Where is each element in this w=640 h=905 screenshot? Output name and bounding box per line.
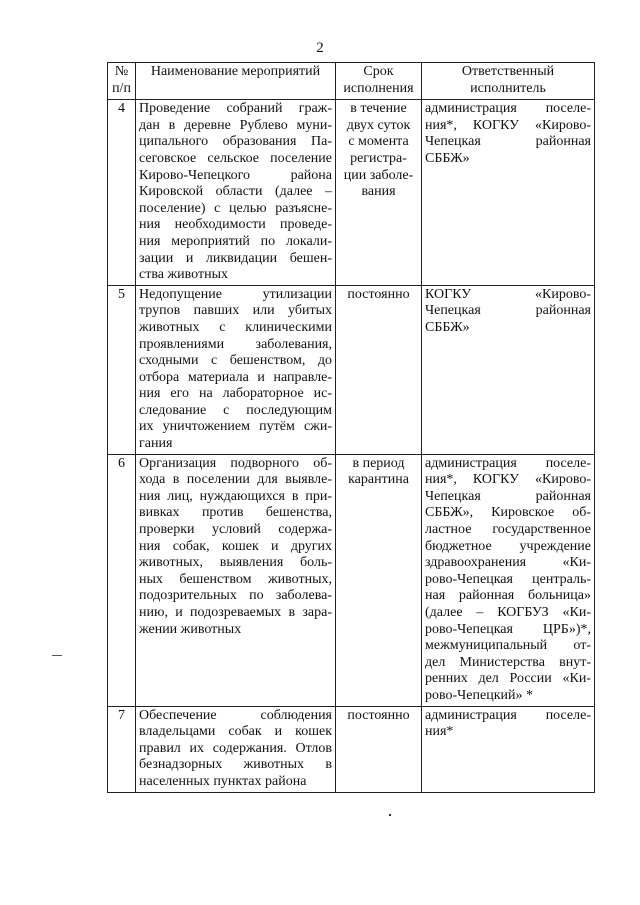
text-line: Кировской области (далее – bbox=[139, 184, 332, 200]
text-line: ренних дел России «Ки- bbox=[425, 671, 591, 687]
event-term bbox=[336, 285, 422, 454]
page-number: 2 bbox=[316, 40, 324, 56]
text-line: трупов павших или убитых bbox=[139, 303, 332, 319]
text-line: регистра- bbox=[350, 150, 407, 166]
row-number: 4 bbox=[108, 100, 136, 286]
text-line: Срок bbox=[363, 64, 394, 79]
text-line: п/п bbox=[112, 80, 131, 96]
text-line: администрация поселе- bbox=[425, 455, 591, 471]
text-line: ных бешенством животных, bbox=[139, 571, 332, 587]
text-line: вания bbox=[361, 184, 396, 200]
text-line: постоянно bbox=[347, 286, 410, 302]
text-line: карантина bbox=[348, 472, 409, 488]
event-responsible bbox=[422, 285, 595, 454]
text-line: подозрительных по заболева- bbox=[139, 588, 332, 604]
table-row bbox=[108, 100, 595, 286]
row-number: 6 bbox=[108, 454, 136, 706]
text-line: безнадзорных животных в bbox=[139, 757, 332, 773]
text-line: ния собак, кошек и других bbox=[139, 538, 332, 554]
text-line: ния необходимости проведе- bbox=[139, 217, 332, 233]
text-line: зации и ликвидации бешен- bbox=[139, 250, 332, 266]
text-line: межмуниципальный от- bbox=[425, 638, 591, 654]
text-line: нию, и подозреваемых в зара- bbox=[139, 605, 332, 620]
text-line: бюджетное учреждение bbox=[425, 538, 591, 554]
event-term bbox=[336, 454, 422, 706]
row-number: 7 bbox=[108, 706, 136, 792]
text-line: в период bbox=[352, 455, 405, 471]
text-line: Недопущение утилизации bbox=[139, 286, 332, 302]
text-line: ства животных bbox=[139, 267, 228, 283]
text-line: их уничтожением путём сжи- bbox=[139, 419, 332, 435]
text-line: с момента bbox=[348, 134, 409, 150]
text-line: отбора материала и направле- bbox=[139, 369, 332, 385]
margin-mark bbox=[52, 655, 62, 656]
text-line: Проведение собраний граж- bbox=[139, 101, 332, 117]
header-name bbox=[136, 63, 336, 100]
text-line: сходными с бешенством, до bbox=[139, 353, 332, 369]
text-line: Чепецкая районная bbox=[425, 303, 591, 319]
text-line: правил их содержания. Отлов bbox=[139, 740, 332, 756]
header-num bbox=[108, 63, 136, 100]
text-line: (далее – КОГБУЗ «Ки- bbox=[425, 605, 591, 620]
text-line: в течение bbox=[350, 101, 407, 117]
text-line: животных с клиническими bbox=[139, 319, 332, 335]
text-line: администрация поселе- bbox=[425, 707, 591, 723]
text-line: дан в деревне Рублево муни- bbox=[139, 117, 332, 133]
text-line: гания bbox=[139, 436, 173, 452]
table-header-row bbox=[108, 63, 595, 100]
text-line: проявлениями заболевания, bbox=[139, 336, 332, 352]
text-line: хода в поселении для выявле- bbox=[139, 472, 332, 488]
text-line: ния его на лабораторное ис- bbox=[139, 386, 332, 402]
text-line: поселение) с целью разъясне- bbox=[139, 200, 332, 216]
text-line: сеговское сельское поселение bbox=[139, 150, 332, 166]
text-line: Организация подворного об- bbox=[139, 455, 332, 471]
text-line: Чепецкая районная bbox=[425, 488, 591, 504]
table-row bbox=[108, 454, 595, 706]
event-name bbox=[136, 454, 336, 706]
events-table bbox=[107, 62, 595, 793]
text-line: ния лиц, нуждающихся в при- bbox=[139, 488, 332, 504]
event-name bbox=[136, 285, 336, 454]
text-line: СББЖ» bbox=[425, 319, 470, 335]
text-line: ции заболе- bbox=[343, 167, 414, 183]
event-name bbox=[136, 100, 336, 286]
text-line: СББЖ» bbox=[425, 150, 470, 166]
text-line: Чепецкая районная bbox=[425, 134, 591, 150]
text-line: ния* bbox=[425, 724, 454, 740]
text-line: двух суток bbox=[346, 117, 411, 133]
text-line: ния мероприятий по локали- bbox=[139, 233, 332, 249]
text-line: населенных пунктах района bbox=[139, 773, 307, 789]
text-line: ластное государственное bbox=[425, 522, 591, 538]
stray-dot bbox=[389, 814, 391, 816]
text-line: проверки условий содержа- bbox=[139, 522, 332, 538]
text-line: рово-Чепецкая ЦРБ»)*, bbox=[425, 621, 591, 637]
text-line: постоянно bbox=[347, 707, 410, 723]
text-line: владельцами собак и кошек bbox=[139, 724, 332, 740]
text-line: СББЖ», Кировское об- bbox=[425, 505, 591, 521]
text-line: дел Министерства внут- bbox=[425, 654, 591, 670]
table-row bbox=[108, 285, 595, 454]
text-line: исполнения bbox=[343, 80, 414, 96]
event-responsible bbox=[422, 100, 595, 286]
text-line: следование с последующим bbox=[139, 402, 332, 418]
text-line: Кирово-Чепецкого района bbox=[139, 167, 332, 183]
text-line: рово-Чепецкая централь- bbox=[425, 571, 591, 587]
text-line: ная районная больница» bbox=[425, 588, 591, 604]
event-responsible bbox=[422, 454, 595, 706]
text-line: № bbox=[114, 64, 129, 79]
text-line: Наименование мероприятий bbox=[150, 64, 321, 79]
text-line: исполнитель bbox=[470, 80, 546, 96]
text-line: Ответственный bbox=[461, 64, 555, 79]
text-line: ния*, КОГКУ «Кирово- bbox=[425, 117, 591, 133]
text-line: здравоохранения «Ки- bbox=[425, 555, 591, 571]
text-line: вивках против бешенства, bbox=[139, 505, 332, 521]
text-line: рово-Чепецкий» * bbox=[425, 687, 533, 703]
event-term bbox=[336, 706, 422, 792]
event-name bbox=[136, 706, 336, 792]
header-resp bbox=[422, 63, 595, 100]
table-row bbox=[108, 706, 595, 792]
event-responsible bbox=[422, 706, 595, 792]
row-number: 5 bbox=[108, 285, 136, 454]
header-term bbox=[336, 63, 422, 100]
text-line: животных, выявления боль- bbox=[139, 555, 332, 571]
text-line: Обеспечение соблюдения bbox=[139, 707, 332, 723]
text-line: жении животных bbox=[139, 621, 242, 637]
text-line: ния*, КОГКУ «Кирово- bbox=[425, 472, 591, 488]
text-line: ципального образования Па- bbox=[139, 134, 332, 150]
text-line: администрация поселе- bbox=[425, 101, 591, 117]
text-line: КОГКУ «Кирово- bbox=[425, 286, 591, 302]
event-term bbox=[336, 100, 422, 286]
